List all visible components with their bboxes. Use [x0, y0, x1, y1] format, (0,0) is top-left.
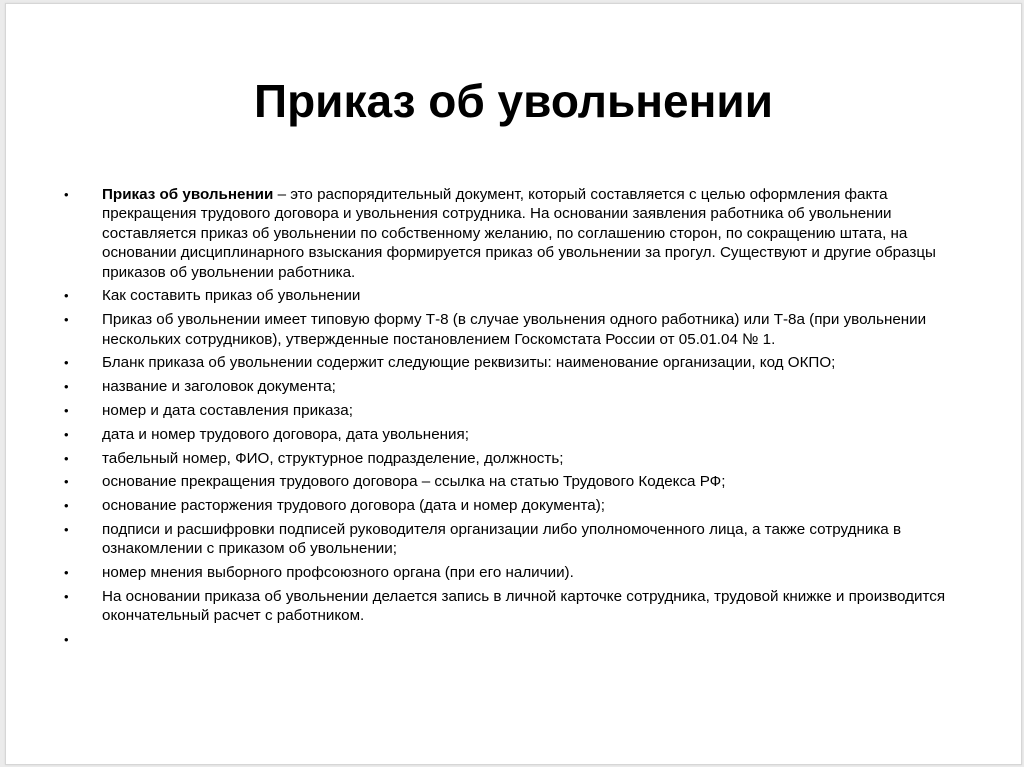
bullet-item	[58, 401, 958, 420]
bullet-item	[58, 472, 958, 491]
bullet-text: – это распорядительный документ, который составляется с целью оформления факта прекращения трудового договора и увольнения сотрудника. На основании заявления работника об увольнении составляется приказ об увольнении по собственному желанию, по соглашению сторон, по сокращению штата, на основании дисциплинарного взыскания формируется приказ об увольнении за прогул. Существуют и другие образцы приказов об увольнении работника.	[102, 186, 936, 281]
bullet-text: На основании приказа об увольнении делается запись в личной карточке сотрудника, трудовой книжке и производится окончательный расчет с работником.	[102, 588, 946, 625]
bullet-text: основание прекращения трудового договора – ссылка на статью Трудового Кодекса РФ;	[102, 473, 726, 491]
bullet-marker: •	[64, 498, 69, 514]
bullet-marker: •	[64, 632, 69, 648]
bullet-marker: •	[64, 403, 69, 419]
bullet-text: Как составить приказ об увольнении	[102, 287, 361, 305]
slide	[5, 3, 1022, 765]
bullet-marker: •	[64, 355, 69, 371]
bullet-text: Бланк приказа об увольнении содержит следующие реквизиты: наименование организации, код ОКПО;	[102, 354, 836, 372]
bullet-item	[58, 587, 958, 626]
bullet-text: номер и дата составления приказа;	[102, 402, 353, 420]
bullet-text: название и заголовок документа;	[102, 378, 336, 396]
bullet-marker: •	[64, 426, 69, 442]
bullet-marker: •	[64, 288, 69, 304]
bullet-item	[58, 496, 958, 515]
bullet-item	[58, 185, 958, 282]
bullet-item	[58, 425, 958, 444]
bullet-marker: •	[64, 565, 69, 581]
bullet-item	[58, 353, 958, 372]
bullet-marker: •	[64, 379, 69, 395]
bullet-text: подписи и расшифровки подписей руководителя организации либо уполномоченного лица, а также сотрудника в ознакомлении с приказом об увольнении;	[102, 521, 902, 558]
bullet-item	[58, 310, 958, 349]
bullet-marker: •	[64, 312, 69, 328]
bullet-list	[58, 185, 958, 654]
bullet-item	[58, 377, 958, 396]
bullet-text: табельный номер, ФИО, структурное подразделение, должность;	[102, 449, 564, 467]
slide-title: Приказ об увольнении	[254, 75, 773, 127]
bullet-text: дата и номер трудового договора, дата увольнения;	[102, 425, 469, 443]
bullet-text: основание расторжения трудового договора (дата и номер документа);	[102, 497, 606, 515]
bullet-lead-bold: Приказ об увольнении	[102, 186, 274, 203]
bullet-item	[58, 630, 958, 649]
bullet-text: Приказ об увольнении имеет типовую форму Т-8 (в случае увольнения одного работника) или Т-8а (при увольнении нескольких сотрудников), утвержденные постановлением Госкомстата России от 05.01.04 № 1.	[102, 311, 927, 348]
bullet-item	[58, 563, 958, 582]
bullet-marker: •	[64, 187, 69, 202]
bullet-marker: •	[64, 522, 69, 537]
bullet-item	[58, 520, 958, 559]
bullet-marker: •	[64, 474, 69, 490]
bullet-item	[58, 449, 958, 468]
bullet-item	[58, 286, 958, 305]
bullet-marker: •	[64, 589, 69, 604]
bullet-text: номер мнения выборного профсоюзного органа (при его наличии).	[102, 564, 574, 582]
bullet-marker: •	[64, 450, 69, 466]
